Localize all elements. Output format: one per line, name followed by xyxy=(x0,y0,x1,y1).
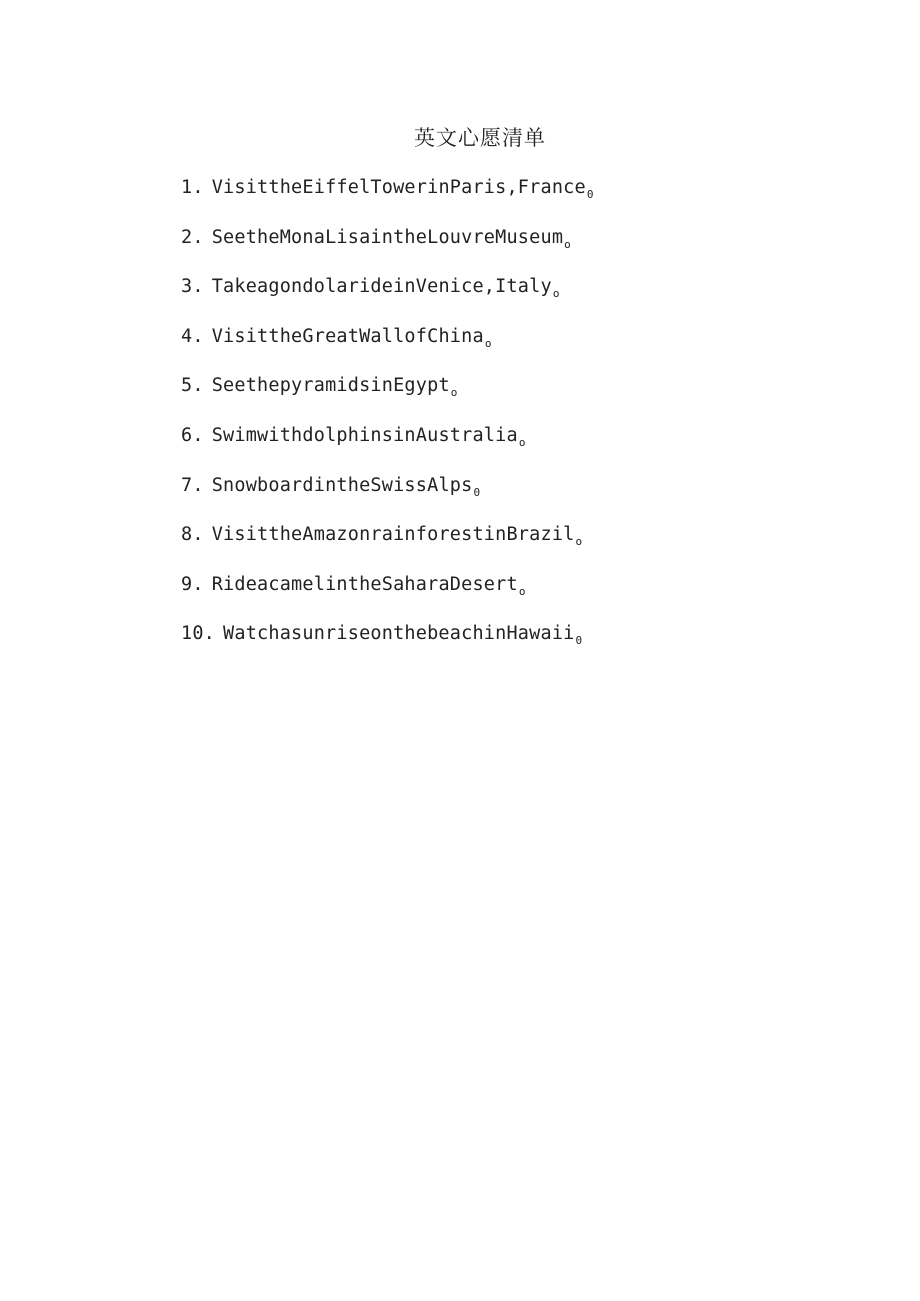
item-end-mark: 0 xyxy=(575,634,583,648)
item-text: VisittheGreatWallofChina xyxy=(211,325,484,347)
item-text: TakeagondolarideinVenice,Italy xyxy=(211,276,552,298)
item-text: SeetheMonaLisaintheLouvreMuseum xyxy=(211,226,564,248)
item-text: SeethepyramidsinEgypt xyxy=(211,375,450,397)
item-number: 10. xyxy=(181,623,216,645)
item-end-mark: o xyxy=(552,287,560,301)
item-number: 7. xyxy=(181,474,204,496)
document-title: 英文心愿清单 xyxy=(414,126,546,150)
item-text: WatchasunriseonthebeachinHawaii xyxy=(223,623,575,645)
item-end-mark: 0 xyxy=(473,485,481,499)
item-end-mark: o xyxy=(564,237,571,251)
item-number: 8. xyxy=(181,524,204,546)
item-end-mark: o xyxy=(575,535,583,549)
list-item xyxy=(181,372,594,422)
item-number: 3. xyxy=(181,276,204,298)
item-end-mark: o xyxy=(518,435,526,449)
list-item xyxy=(181,422,594,472)
item-text: RideacamelintheSaharaDesert xyxy=(211,573,518,595)
wish-list xyxy=(181,174,594,670)
list-item xyxy=(181,521,594,571)
item-text: VisittheAmazonrainforestinBrazil xyxy=(211,524,575,546)
list-item xyxy=(181,620,594,670)
list-item xyxy=(181,174,594,224)
item-text: VisittheEiffelTowerinParis,France xyxy=(211,177,586,198)
list-item xyxy=(181,224,594,274)
list-item xyxy=(181,571,594,621)
item-end-mark: o xyxy=(450,386,458,400)
item-number: 1. xyxy=(181,177,204,198)
item-text: SnowboardintheSwissAlps xyxy=(211,474,473,496)
item-number: 4. xyxy=(181,325,204,347)
item-number: 2. xyxy=(181,226,204,248)
item-end-mark: 0 xyxy=(586,188,594,201)
list-item xyxy=(181,273,594,323)
list-item xyxy=(181,472,594,522)
item-end-mark: o xyxy=(518,584,526,598)
item-text: SwimwithdolphinsinAustralia xyxy=(211,424,518,446)
item-end-mark: o xyxy=(484,336,492,350)
item-number: 5. xyxy=(181,375,204,397)
item-number: 9. xyxy=(181,573,204,595)
item-number: 6. xyxy=(181,424,204,446)
list-item xyxy=(181,323,594,373)
